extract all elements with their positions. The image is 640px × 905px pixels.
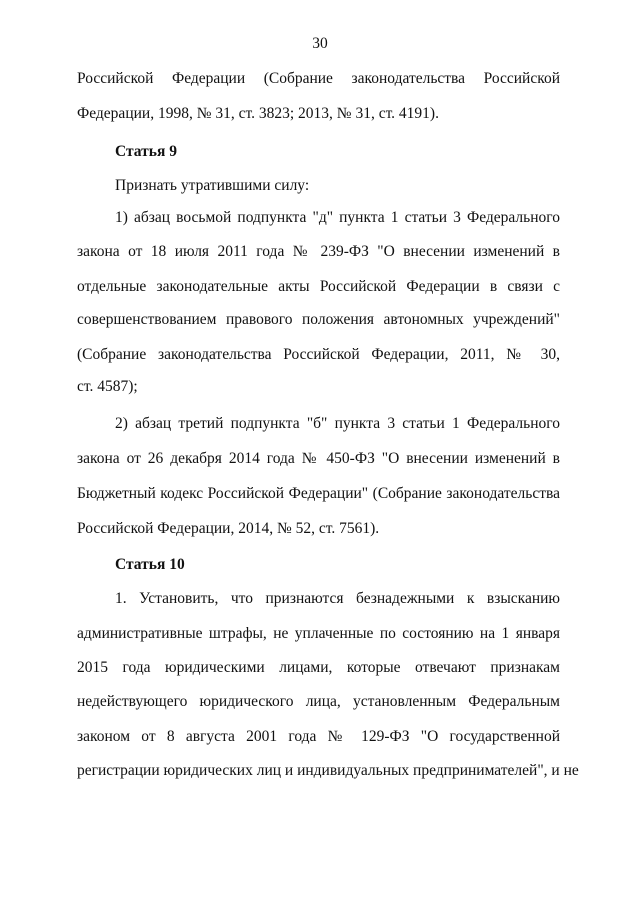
text-line: закона от 18 июля 2011 года № 239-ФЗ "О внесении изменений в <box>77 243 560 260</box>
article-intro: Признать утратившими силу: <box>115 177 310 194</box>
text-line: совершенствованием правового положения автономных учреждений" <box>77 311 560 328</box>
text-line: закона от 26 декабря 2014 года № 450-ФЗ "О внесении изменений в <box>77 450 560 467</box>
article-heading: Статья 9 <box>115 143 177 160</box>
text-line: 2015 года юридическими лицами, которые отвечают признакам <box>77 659 560 676</box>
text-line: Бюджетный кодекс Российской Федерации" (Собрание законодательства <box>77 485 560 502</box>
text-line: административные штрафы, не уплаченные по состоянию на 1 января <box>77 625 560 642</box>
text-line: регистрации юридических лиц и индивидуальных предпринимателей", и не <box>77 762 579 779</box>
text-line: Российской Федерации, 2014, № 52, ст. 7561). <box>77 520 380 537</box>
text-line: (Собрание законодательства Российской Федерации, 2011, № 30, <box>77 346 560 363</box>
text-line: отдельные законодательные акты Российской Федерации в связи с <box>77 278 560 295</box>
text-line: законом от 8 августа 2001 года № 129-ФЗ "О государственной <box>77 728 560 745</box>
text-line: 1) абзац восьмой подпункта "д" пункта 1 статьи 3 Федерального <box>115 209 560 226</box>
page-number: 30 <box>312 35 328 52</box>
text-line: недействующего юридического лица, установленным Федеральным <box>77 693 560 710</box>
text-line: 2) абзац третий подпункта "б" пункта 3 статьи 1 Федерального <box>115 415 560 432</box>
text-line: Российской Федерации (Собрание законодательства Российской <box>77 70 560 87</box>
article-heading: Статья 10 <box>115 556 185 573</box>
text-line: 1. Установить, что признаются безнадежными к взысканию <box>115 590 560 607</box>
text-line: ст. 4587); <box>77 378 138 395</box>
text-line: Федерации, 1998, № 31, ст. 3823; 2013, № 31, ст. 4191). <box>77 105 439 122</box>
